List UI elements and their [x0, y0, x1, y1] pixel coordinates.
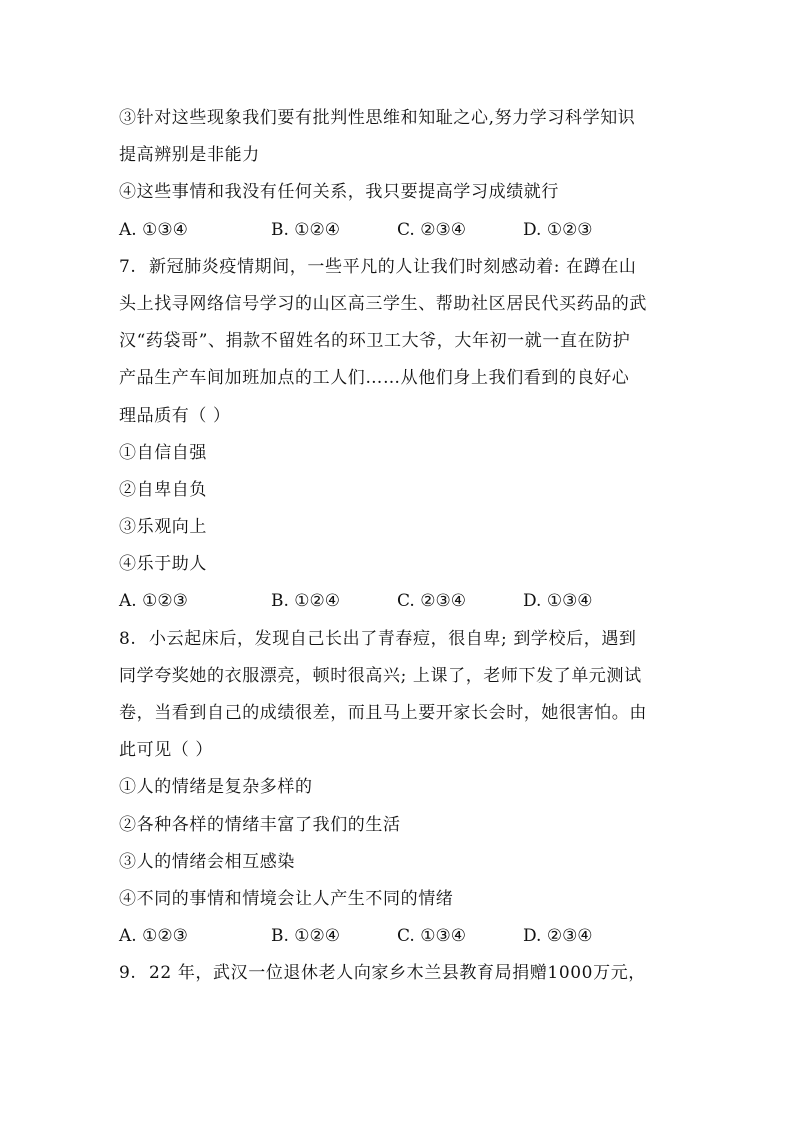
- q7-stem-line-3: 汉“药袋哥”、捐款不留姓名的环卫工大爷，大年初一就一直在防护: [119, 331, 631, 352]
- q7-stem-line-1: [119, 249, 679, 286]
- q7-stem-line-2: 头上找寻网络信号学习的山区高三学生、帮助社区居民代买药品的武: [119, 293, 647, 314]
- q6-option-a: A. ①③④: [119, 219, 188, 240]
- q8-item-3: ③人的情绪会相互感染: [119, 851, 295, 872]
- q6-option-b: B. ①②④: [271, 219, 341, 240]
- q8-item-4: ④不同的事情和情境会让人产生不同的情绪: [119, 888, 454, 909]
- q7-options: [119, 583, 679, 620]
- q7-stem-text-1: 新冠肺炎疫情期间，一些平凡的人让我们时刻感动着: 在蹲在山: [149, 256, 637, 277]
- q8-options: [119, 918, 679, 955]
- q7-option-d: D. ①③④: [523, 591, 593, 612]
- q8-stem-line-1: [119, 621, 679, 658]
- q8-stem-text-1: 小云起床后，发现自己长出了青春痘，很自卑; 到学校后，遇到: [149, 628, 637, 649]
- q6-options: [119, 212, 679, 249]
- q9-stem-text-1: 22 年，武汉一位退休老人向家乡木兰县教育局捐赠1000万元，: [149, 963, 646, 984]
- q8-option-c: C. ①③④: [397, 926, 466, 947]
- q6-item-4: ④这些事情和我没有任何关系，我只要提高学习成绩就行: [119, 182, 559, 203]
- q7-option-c: C. ②③④: [397, 591, 466, 612]
- q6-item-3-line-2: 提高辨别是非能力: [119, 145, 260, 166]
- q6-item-3-line-1: ③针对这些现象我们要有批判性思维和知耻之心,努力学习科学知识: [119, 108, 636, 128]
- q8-number: 8.: [119, 628, 137, 649]
- q8-option-d: D. ②③④: [523, 926, 593, 947]
- q7-item-1: ①自信自强: [119, 442, 207, 463]
- q7-option-b: B. ①②④: [271, 591, 341, 612]
- q6-option-c: C. ②③④: [397, 219, 466, 240]
- q8-option-a: A. ①②③: [119, 926, 188, 947]
- q7-stem-line-5: 理品质有（ ）: [119, 405, 231, 426]
- q7-stem-line-4: 产品生产车间加班加点的工人们……从他们身上我们看到的良好心: [119, 368, 630, 389]
- q7-item-3: ③乐观向上: [119, 517, 207, 538]
- q8-item-2: ②各种各样的情绪丰富了我们的生活: [119, 814, 401, 835]
- q9-number: 9.: [119, 963, 137, 984]
- q9-stem-line-1: [119, 955, 679, 992]
- q8-item-1: ①人的情绪是复杂多样的: [119, 777, 313, 798]
- q7-number: 7.: [119, 256, 137, 277]
- q7-option-a: A. ①②③: [119, 591, 188, 612]
- q7-item-4: ④乐于助人: [119, 554, 207, 575]
- q8-stem-line-2: 同学夸奖她的衣服漂亮，顿时很高兴; 上课了，老师下发了单元测试: [119, 665, 642, 686]
- q8-option-b: B. ①②④: [271, 926, 341, 947]
- q7-item-2: ②自卑自负: [119, 479, 207, 500]
- document-page: [119, 100, 679, 993]
- q8-stem-line-3: 卷，当看到自己的成绩很差，而且马上要开家长会时，她很害怕。由: [119, 703, 647, 723]
- q8-stem-line-4: 此可见（ ）: [119, 740, 214, 761]
- q6-option-d: D. ①②③: [523, 219, 593, 240]
